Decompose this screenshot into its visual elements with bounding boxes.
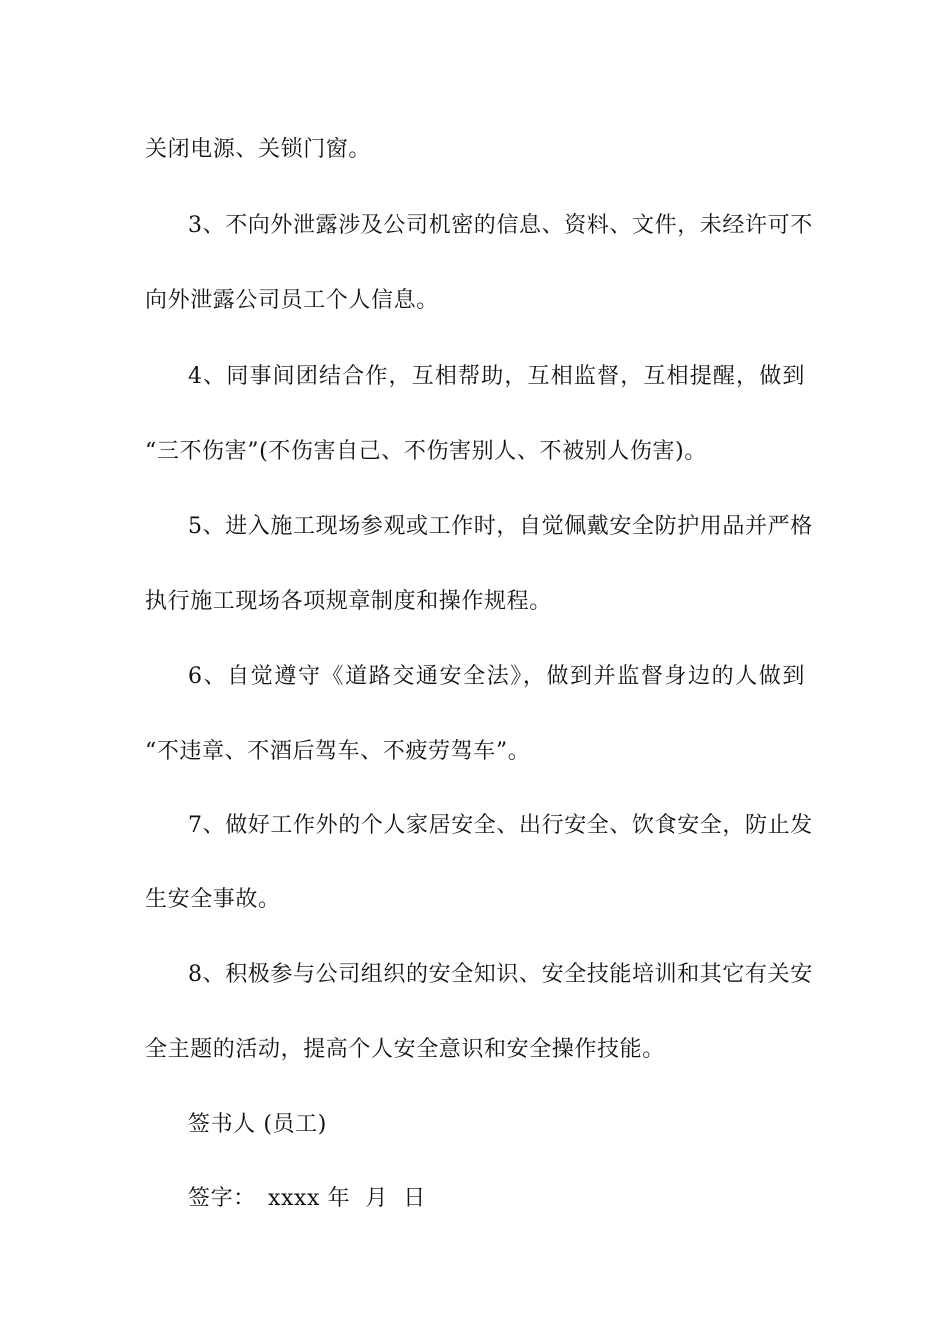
clause-6-line-1: 6、自觉遵守《道路交通安全法》，做到并监督身边的人做到 (188, 664, 805, 689)
clause-4-line-2: “三不伤害”(不伤害自己、不伤害别人、不被别人伤害)。 (145, 439, 707, 464)
clause-5-line-1: 5、进入施工现场参观或工作时，自觉佩戴安全防护用品并严格 (188, 514, 813, 539)
signature-label: 签字： (188, 1186, 256, 1211)
clause-8-line-2: 全主题的活动，提高个人安全意识和安全操作技能。 (145, 1037, 665, 1062)
clause-3-line-2: 向外泄露公司员工个人信息。 (145, 288, 439, 313)
clause-7-line-1: 7、做好工作外的个人家居安全、出行安全、饮食安全，防止发 (188, 813, 813, 838)
signer-label: 签书人 (员工) (188, 1112, 327, 1137)
clause-5-line-2: 执行施工现场各项规章制度和操作规程。 (145, 589, 552, 614)
clause-4-line-1: 4、同事间团结合作，互相帮助，互相监督，互相提醒，做到 (188, 364, 805, 389)
clause-7-line-2: 生安全事故。 (145, 887, 281, 912)
clause-6-line-2: “不违章、不酒后驾车、不疲劳驾车”。 (145, 739, 531, 764)
clause-3-line-1: 3、不向外泄露涉及公司机密的信息、资料、文件，未经许可不 (188, 213, 813, 238)
paragraph-continuation: 关闭电源、关锁门窗。 (145, 137, 372, 162)
clause-8-line-1: 8、积极参与公司组织的安全知识、安全技能培训和其它有关安 (188, 962, 813, 987)
signature-date: xxxx 年 月 日 (268, 1186, 426, 1211)
